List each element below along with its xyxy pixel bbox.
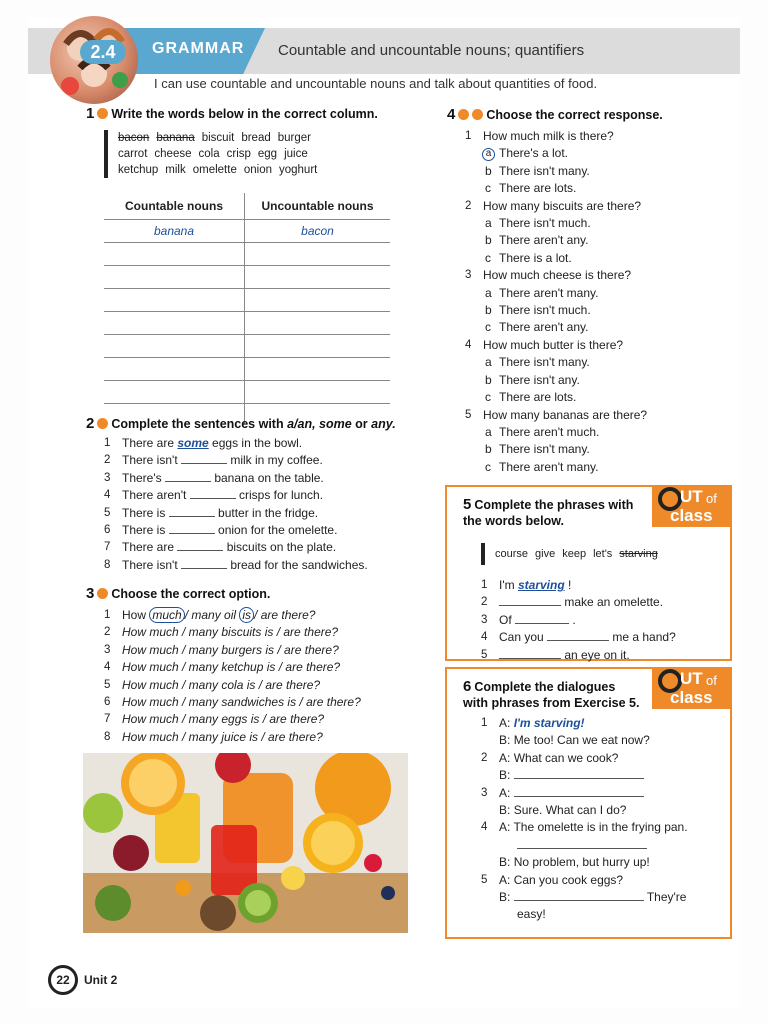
question: 4 How much butter is there?: [465, 337, 624, 352]
answer-blank[interactable]: [177, 539, 223, 551]
selected-option[interactable]: is: [239, 607, 254, 623]
question: 1 How much milk is there?: [465, 129, 614, 143]
answer-option[interactable]: c There are lots.: [485, 390, 577, 405]
out-of-class-badge: UT of class: [652, 485, 732, 527]
word-row: bacon banana biscuit bread burger: [118, 132, 311, 144]
table-cell[interactable]: [245, 335, 391, 358]
answer-option[interactable]: b There isn't much.: [485, 303, 591, 318]
difficulty-dot-icon: [472, 109, 483, 120]
exercise-4-list: [465, 128, 647, 476]
dialogue-line: 4 A: The omelette is in the frying pan.: [481, 820, 688, 835]
list-item: 6 There is onion for the omelette.: [104, 523, 338, 538]
list-item[interactable]: 3 How much / many burgers is / are there?: [104, 642, 339, 657]
answer-option[interactable]: a There isn't many.: [485, 355, 590, 370]
list-item: 3 There's banana on the table.: [104, 470, 324, 485]
column-header-uncountable: Uncountable nouns: [245, 193, 391, 220]
lesson-header: [28, 28, 740, 74]
list-item: 4 There aren't crisps for lunch.: [104, 488, 324, 503]
dialogue-line: B:: [481, 767, 688, 784]
dialogue-line: B: No problem, but hurry up!: [499, 855, 650, 870]
word-box-5: course give keep let's starving: [481, 543, 665, 565]
difficulty-dot-icon: [97, 108, 108, 119]
exercise-6-heading: 6 Complete the dialogues with phrases from Exercise 5.: [463, 678, 640, 710]
selected-option[interactable]: much: [149, 607, 184, 623]
answer-text: starving: [517, 578, 565, 592]
question: 2 How many biscuits are there?: [465, 198, 642, 213]
exercise-2-heading: 2 Complete the sentences with a/an, some or any.: [86, 415, 396, 432]
table-cell[interactable]: [104, 335, 245, 358]
list-item[interactable]: 7 How much / many eggs is / are there?: [104, 712, 325, 727]
answer-option[interactable]: a There's a lot.: [465, 145, 647, 162]
answer-text: I'm starving!: [513, 716, 585, 730]
exercise-5-box: [445, 485, 732, 661]
list-item: 2 make an omelette.: [481, 595, 664, 610]
difficulty-dot-icon: [97, 588, 108, 599]
list-item: 7 There are biscuits on the plate.: [104, 540, 337, 555]
table-cell[interactable]: [104, 243, 245, 266]
exercise-4-heading: 4 Choose the correct response.: [447, 106, 663, 123]
exercise-3-heading: 3 Choose the correct option.: [86, 585, 271, 602]
difficulty-dot-icon: [97, 418, 108, 429]
answer-blank[interactable]: [499, 594, 561, 606]
table-cell[interactable]: [104, 358, 245, 381]
table-cell[interactable]: [245, 381, 391, 404]
answer-option[interactable]: b There isn't any.: [485, 372, 580, 387]
answer-text: some: [177, 436, 209, 450]
answer-blank[interactable]: [190, 487, 236, 499]
answer-blank[interactable]: [181, 452, 227, 464]
noun-sort-table: [104, 193, 390, 424]
dialogue-line: B: Sure. What can I do?: [499, 803, 627, 818]
answer-option[interactable]: b There isn't many.: [485, 442, 590, 457]
table-cell[interactable]: [104, 289, 245, 312]
answer-blank[interactable]: [517, 837, 647, 849]
answer-option[interactable]: a There aren't many.: [485, 285, 599, 300]
answer-option[interactable]: c There is a lot.: [485, 250, 572, 265]
out-of-class-badge: UT of class: [652, 667, 732, 709]
answer-option[interactable]: a There isn't much.: [485, 216, 591, 231]
answer-option[interactable]: c There are lots.: [485, 181, 577, 196]
list-item[interactable]: 4 How much / many ketchup is / are there?: [104, 660, 341, 675]
list-item: 2 There isn't milk in my coffee.: [104, 453, 323, 468]
list-item: 1 I'm starving !: [481, 578, 572, 592]
answer-blank[interactable]: [169, 522, 215, 534]
fruit-juice-image-icon: [83, 753, 408, 933]
word-box-1: [104, 130, 324, 178]
table-cell[interactable]: [104, 381, 245, 404]
table-cell[interactable]: [245, 266, 391, 289]
table-cell[interactable]: [104, 266, 245, 289]
list-item: 4 Can you me a hand?: [481, 630, 676, 645]
dialogue-line: 5 A: Can you cook eggs?: [481, 872, 624, 887]
word-row: carrot cheese cola crisp egg juice: [118, 148, 308, 160]
exercise-5-list: [481, 577, 676, 664]
answer-blank[interactable]: [547, 629, 609, 641]
answer-cell[interactable]: banana: [104, 220, 245, 243]
dialogue-line: 2 A: What can we cook?: [481, 750, 619, 765]
question: 3 How much cheese is there?: [465, 268, 632, 283]
unit-label: Unit 2: [84, 973, 118, 987]
answer-option[interactable]: a There aren't much.: [485, 424, 600, 439]
dialogue-line: 3 A:: [481, 785, 688, 802]
dialogue-line: [481, 837, 688, 854]
answer-blank[interactable]: [165, 470, 211, 482]
word-row: ketchup milk omelette onion yoghurt: [118, 164, 318, 176]
table-cell[interactable]: [104, 312, 245, 335]
list-item: 8 There isn't bread for the sandwiches.: [104, 557, 368, 572]
exercise-3-list: [104, 607, 361, 746]
fruit-juice-photo: [83, 753, 408, 933]
lesson-number: 2.4: [80, 40, 126, 64]
table-cell[interactable]: [245, 243, 391, 266]
exercise-5-heading: 5 Complete the phrases with the words below.: [463, 496, 634, 528]
answer-cell[interactable]: bacon: [245, 220, 391, 243]
exercise-6-box: [445, 667, 732, 939]
lesson-objective: I can use countable and uncountable nouns and talk about quantities of food.: [154, 76, 598, 91]
dialogue-line: B: They're: [499, 890, 687, 905]
answer-option[interactable]: b There aren't any.: [485, 233, 589, 248]
list-item: 1 There are some eggs in the bowl.: [104, 436, 303, 450]
list-item[interactable]: 8 How much / many juice is / are there?: [104, 729, 323, 744]
list-item[interactable]: 2 How much / many biscuits is / are there?: [104, 625, 339, 640]
answer-blank[interactable]: [514, 785, 644, 797]
lesson-title: Countable and uncountable nouns; quantifiers: [278, 42, 585, 59]
table-cell[interactable]: [245, 358, 391, 381]
answer-blank[interactable]: [181, 557, 227, 569]
selected-option: a: [482, 148, 495, 161]
list-item: 5 There is butter in the fridge.: [104, 505, 319, 520]
page-footer: [48, 965, 117, 995]
difficulty-dot-icon: [458, 109, 469, 120]
answer-blank[interactable]: [169, 505, 215, 517]
list-item[interactable]: 5 How much / many cola is / are there?: [104, 677, 321, 692]
list-item[interactable]: 6 How much / many sandwiches is / are there?: [104, 695, 361, 710]
table-cell[interactable]: [245, 312, 391, 335]
page-number: 22: [48, 965, 78, 995]
dialogue-line: 1 A: I'm starving!: [481, 716, 585, 730]
exercise-6-dialogues: [481, 715, 688, 924]
list-item: 1 How much / many oil is / are there?: [104, 608, 316, 622]
section-label: GRAMMAR: [152, 40, 245, 57]
list-item: 3 Of .: [481, 612, 576, 627]
question: 5 How many bananas are there?: [465, 407, 648, 422]
answer-blank[interactable]: [515, 612, 569, 624]
list-item: 5 an eye on it.: [481, 647, 630, 662]
answer-option[interactable]: b There isn't many.: [485, 163, 590, 178]
exercise-1-heading: 1 Write the words below in the correct column.: [86, 105, 378, 122]
answer-option[interactable]: c There aren't many.: [485, 459, 599, 474]
workbook-page: [28, 18, 740, 1008]
answer-blank[interactable]: [514, 767, 644, 779]
dialogue-line: easy!: [517, 907, 546, 922]
column-header-countable: Countable nouns: [104, 193, 245, 220]
exercise-2-list: [104, 435, 368, 574]
table-cell[interactable]: [245, 289, 391, 312]
dialogue-line: B: Me too! Can we eat now?: [499, 733, 650, 748]
answer-blank[interactable]: [499, 647, 561, 659]
answer-option[interactable]: c There aren't any.: [485, 320, 589, 335]
answer-blank[interactable]: [514, 889, 644, 901]
